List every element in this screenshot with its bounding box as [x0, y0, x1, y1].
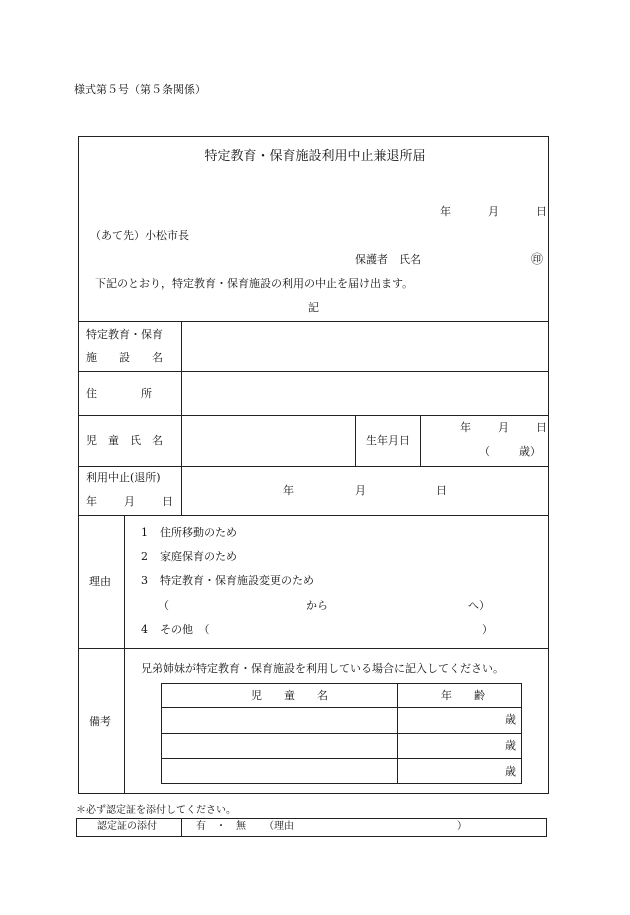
birthdate-label: 生年月日 [366, 434, 410, 447]
statement: 下記のとおり，特定教育・保育施設の利用の中止を届け出ます。 [95, 277, 414, 290]
date-month-label[interactable]: 月 [488, 205, 499, 218]
seal-mark-icon: ㊞ [531, 252, 544, 266]
form-title: 特定教育・保育施設利用中止兼退所届 [204, 149, 426, 164]
age-close[interactable]: 歳） [519, 445, 541, 458]
address-label: 住 所 [86, 387, 152, 400]
reason-item-3[interactable]: 特定教育・保育施設変更のため [160, 574, 314, 587]
sibling-row-2-age[interactable]: 歳 [505, 739, 516, 752]
reason-from-mid: から [306, 599, 328, 612]
certificate-reason-close: ） [457, 821, 467, 832]
discontinue-label-line1: 利用中止(退所) [86, 471, 161, 484]
certificate-label: 認定証の添付 [97, 821, 157, 832]
sibling-header-name: 児 童 名 [251, 689, 328, 702]
sibling-row-3-age[interactable]: 歳 [505, 765, 516, 778]
sibling-row-1-name[interactable] [165, 710, 393, 730]
certificate-reason-open[interactable]: （理由 [264, 821, 294, 832]
form-number: 様式第５号（第５条関係） [74, 83, 206, 96]
reason-item-2-num: 2 [141, 550, 148, 563]
discontinue-month[interactable]: 月 [355, 484, 366, 497]
guardian-name-label[interactable]: 保護者 氏名 [355, 253, 421, 266]
reason-from-close: へ） [468, 599, 490, 612]
date-day-label[interactable]: 日 [536, 205, 547, 218]
sibling-row-3-name[interactable] [165, 761, 393, 781]
child-name-field[interactable] [185, 419, 351, 462]
discontinue-label-day: 日 [162, 495, 173, 508]
facility-label-line1: 特定教育・保育 [86, 328, 163, 341]
reason-label: 理由 [89, 575, 111, 588]
remarks-instruction: 兄弟姉妹が特定教育・保育施設を利用している場合に記入してください。 [141, 662, 504, 675]
address-field[interactable] [185, 375, 545, 411]
birth-month-label[interactable]: 月 [498, 421, 509, 434]
reason-item-1-num: 1 [141, 526, 148, 539]
child-name-label: 児 童 氏 名 [86, 434, 163, 447]
reason-item-2[interactable]: 家庭保育のため [160, 550, 237, 563]
age-open: （ [479, 445, 490, 458]
discontinue-label-month: 月 [124, 495, 135, 508]
ki-label: 記 [308, 301, 319, 314]
reason-item-4-num: 4 [141, 623, 148, 636]
discontinue-label-year: 年 [86, 495, 97, 508]
discontinue-day[interactable]: 日 [436, 484, 447, 497]
sibling-row-1-age[interactable]: 歳 [505, 713, 516, 726]
addressee: （あて先）小松市長 [90, 229, 189, 242]
birth-year-label[interactable]: 年 [460, 421, 471, 434]
sibling-header-age: 年 齢 [441, 689, 485, 702]
footnote: ＊必ず認定証を添付してください。 [76, 805, 236, 816]
date-year-label[interactable]: 年 [440, 205, 451, 218]
facility-label-line2: 施 設 名 [86, 351, 163, 364]
reason-from-open: （ [158, 599, 169, 612]
reason-item-1[interactable]: 住所移動のため [160, 526, 237, 539]
reason-item-4[interactable]: その他 （ [160, 623, 210, 636]
remarks-label: 備考 [89, 715, 111, 728]
certificate-options[interactable]: 有 ・ 無 [196, 821, 246, 832]
reason-other-close: ） [482, 623, 493, 636]
discontinue-year[interactable]: 年 [283, 484, 294, 497]
facility-name-field[interactable] [185, 325, 545, 367]
birth-day-label[interactable]: 日 [536, 421, 547, 434]
sibling-row-2-name[interactable] [165, 736, 393, 756]
reason-item-3-num: 3 [141, 574, 148, 587]
